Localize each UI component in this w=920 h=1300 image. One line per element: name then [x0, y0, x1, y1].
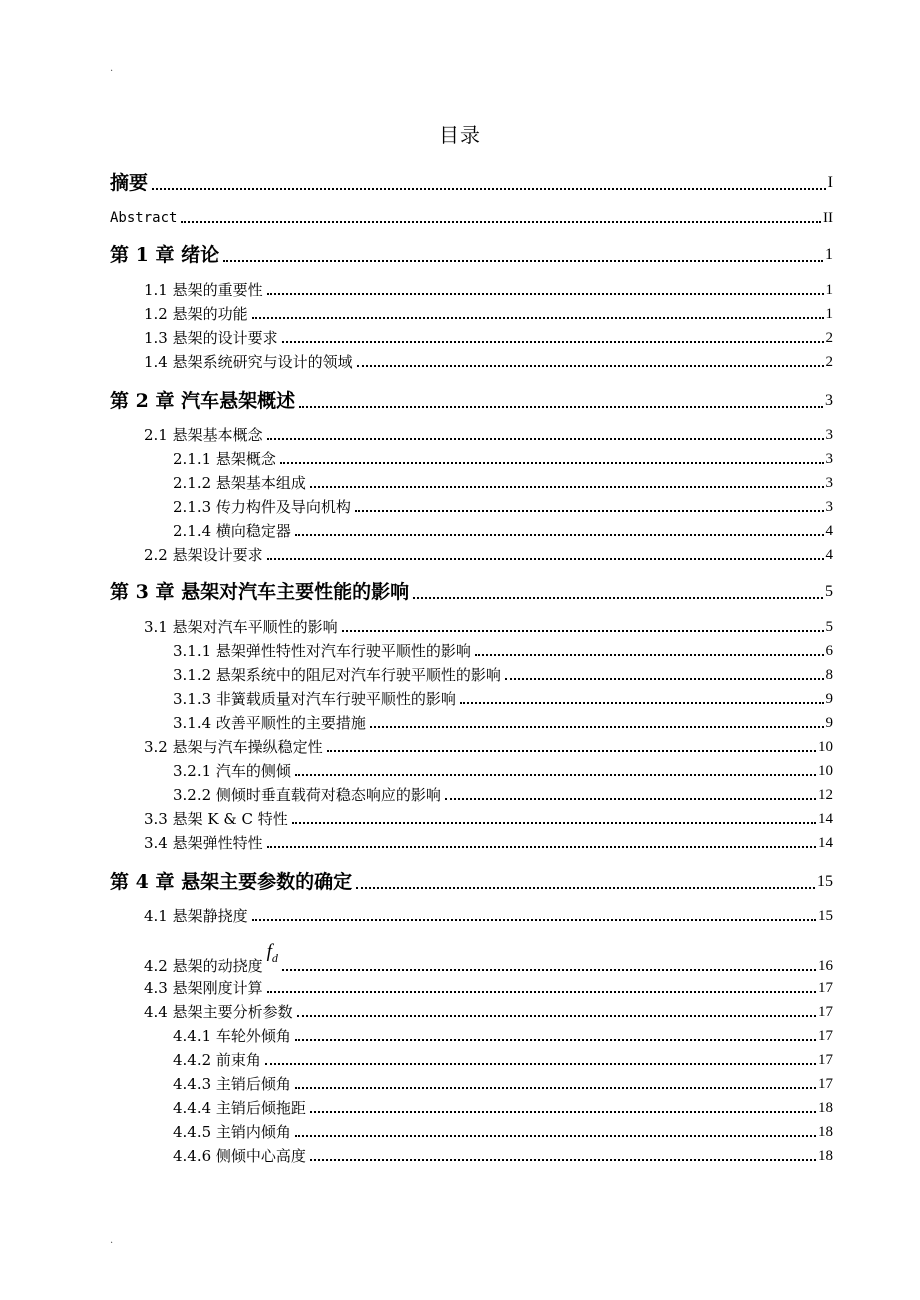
dot-leader — [267, 292, 824, 295]
toc-entry-1-3[interactable] — [144, 328, 833, 348]
toc-entry-label: Abstract — [110, 210, 178, 226]
toc-entry-2-1[interactable] — [144, 425, 833, 445]
toc-entry-chapter-4[interactable] — [110, 870, 833, 894]
toc-entry-page: 2 — [825, 330, 833, 346]
dot-leader — [310, 485, 824, 488]
toc-entry-page: 5 — [825, 583, 833, 600]
toc-entry-4-4-4[interactable] — [173, 1098, 833, 1118]
dot-leader — [152, 187, 826, 190]
toc-entry-page: 5 — [825, 619, 833, 635]
dot-leader — [282, 968, 816, 971]
toc-entry-3-1-3[interactable] — [173, 689, 833, 709]
toc-entry-label: 第 1 章 绪论 — [110, 244, 220, 266]
dot-leader — [413, 596, 823, 599]
toc-entry-label: 第 2 章 汽车悬架概述 — [110, 390, 296, 412]
toc-entry-1-2[interactable] — [144, 304, 833, 324]
dot-leader — [310, 1110, 816, 1113]
dot-leader — [297, 1014, 816, 1017]
dot-leader — [295, 773, 816, 776]
page-title: 目录 — [439, 123, 481, 147]
toc-entry-label: 2.1.2 悬架基本组成 — [173, 474, 306, 492]
dot-leader — [267, 437, 824, 440]
corner-mark-top: . — [110, 63, 114, 74]
toc-entry-label: 4.4 悬架主要分析参数 — [144, 1003, 293, 1021]
toc-entry-4-4-2[interactable] — [173, 1050, 833, 1070]
toc-entry-page: 17 — [818, 1052, 833, 1068]
toc-entry-label: 4.4.4 主销后倾拖距 — [173, 1099, 306, 1117]
toc-entry-label: 1.4 悬架系统研究与设计的领域 — [144, 353, 353, 371]
dot-leader — [252, 316, 824, 319]
dot-leader — [475, 653, 824, 656]
toc-entry-label: 4.2 悬架的动挠度 — [144, 956, 263, 975]
dot-leader — [299, 405, 823, 408]
toc-entry-1-4[interactable] — [144, 352, 833, 372]
toc-entry-label: 3.1.3 非簧载质量对汽车行驶平顺性的影响 — [173, 690, 456, 708]
toc-entry-page: 3 — [825, 427, 833, 443]
toc-entry-page: 6 — [825, 643, 833, 659]
toc-entry-page: 3 — [825, 392, 833, 409]
dot-leader — [252, 918, 816, 921]
toc-entry-4-4-6[interactable] — [173, 1146, 833, 1166]
toc-entry-label: 4.4.5 主销内倾角 — [173, 1123, 291, 1141]
toc-entry-page: 17 — [818, 980, 833, 996]
dot-leader — [370, 725, 824, 728]
toc-entry-page: 4 — [825, 523, 833, 539]
toc-entry-page: 10 — [818, 739, 833, 755]
toc-entry-3-1[interactable] — [144, 617, 833, 637]
toc-entry-3-3[interactable] — [144, 809, 833, 829]
toc-entry-chapter-2[interactable] — [110, 389, 833, 413]
dot-leader — [267, 990, 816, 993]
toc-entry-label: 1.1 悬架的重要性 — [144, 281, 263, 299]
toc-entry-2-1-2[interactable] — [173, 473, 833, 493]
toc-entry-chapter-1[interactable] — [110, 243, 833, 267]
toc-entry-label: 1.2 悬架的功能 — [144, 305, 248, 323]
toc-entry-label: 3.1.2 悬架系统中的阻尼对汽车行驶平顺性的影响 — [173, 666, 501, 684]
toc-entry-chapter-3[interactable] — [110, 580, 833, 604]
toc-entry-2-1-3[interactable] — [173, 497, 833, 517]
toc-entry-page: 3 — [825, 499, 833, 515]
toc-entry-4-2[interactable] — [144, 941, 833, 976]
dot-leader — [267, 845, 816, 848]
toc-entry-1-1[interactable] — [144, 280, 833, 300]
toc-entry-2-1-1[interactable] — [173, 449, 833, 469]
dot-leader — [280, 461, 824, 464]
toc-entry-label: 1.3 悬架的设计要求 — [144, 329, 278, 347]
dot-leader — [295, 1134, 816, 1137]
toc-entry-page: 1 — [825, 306, 833, 322]
toc-entry-label: 3.2.1 汽车的侧倾 — [173, 762, 291, 780]
dot-leader — [310, 1158, 816, 1161]
toc-entry-4-4[interactable] — [144, 1002, 833, 1022]
dot-leader — [356, 886, 815, 889]
toc-entry-page: 16 — [818, 957, 833, 974]
toc-entry-3-1-1[interactable] — [173, 641, 833, 661]
toc-entry-page: 14 — [818, 811, 833, 827]
toc-entry-page: 9 — [825, 715, 833, 731]
toc-entry-page: 8 — [825, 667, 833, 683]
toc-entry-page: 18 — [818, 1124, 833, 1140]
toc-entry-label: 2.1.3 传力构件及导向机构 — [173, 498, 351, 516]
dot-leader — [445, 797, 816, 800]
toc-entry-page: 2 — [825, 354, 833, 370]
dot-leader — [295, 1086, 816, 1089]
toc-entry-page: 17 — [818, 1076, 833, 1092]
toc-entry-page: 15 — [817, 873, 833, 890]
toc-entry-page: 18 — [818, 1100, 833, 1116]
dot-leader — [292, 821, 816, 824]
dot-leader — [342, 629, 824, 632]
dot-leader — [355, 509, 824, 512]
toc-entry-label: 2.1.1 悬架概念 — [173, 450, 276, 468]
toc-entry-label: 3.1.4 改善平顺性的主要措施 — [173, 714, 366, 732]
toc-entry-page: 10 — [818, 763, 833, 779]
dot-leader — [460, 701, 824, 704]
dot-leader — [282, 340, 824, 343]
toc-entry-3-2-2[interactable] — [173, 785, 833, 805]
toc-entry-page: 9 — [825, 691, 833, 707]
toc-entry-page: 3 — [825, 451, 833, 467]
dot-leader — [357, 364, 824, 367]
toc-entry-4-1[interactable] — [144, 906, 833, 926]
toc-entry-label: 2.1 悬架基本概念 — [144, 426, 263, 444]
toc-entry-3-2-1[interactable] — [173, 761, 833, 781]
toc-entry-3-4[interactable] — [144, 833, 833, 853]
toc-entry-4-3[interactable] — [144, 978, 833, 998]
dynamic-deflection-symbol: $f_d$ — [266, 941, 278, 965]
toc-entry-abstract-cn[interactable] — [110, 171, 833, 195]
toc-entry-abstract-en[interactable] — [110, 208, 833, 228]
toc-entry-page: 1 — [825, 282, 833, 298]
toc-entry-2-2[interactable] — [144, 545, 833, 565]
toc-entry-page: 17 — [818, 1028, 833, 1044]
toc-entry-label: 4.4.6 侧倾中心高度 — [173, 1147, 306, 1165]
toc-entry-label: 2.1.4 横向稳定器 — [173, 522, 291, 540]
toc-entry-page: 12 — [818, 787, 833, 803]
dot-leader — [295, 533, 824, 536]
dot-leader — [505, 677, 824, 680]
toc-entry-label: 4.4.1 车轮外倾角 — [173, 1027, 291, 1045]
toc-entry-page: 15 — [818, 908, 833, 924]
toc-entry-3-1-4[interactable] — [173, 713, 833, 733]
toc-entry-page: 17 — [818, 1004, 833, 1020]
toc-entry-label: 摘要 — [110, 172, 149, 194]
dot-leader — [265, 1062, 816, 1065]
toc-entry-label: 2.2 悬架设计要求 — [144, 546, 263, 564]
toc-entry-label: 3.2 悬架与汽车操纵稳定性 — [144, 738, 323, 756]
dot-leader — [181, 220, 821, 223]
toc-entry-label: 4.4.2 前束角 — [173, 1051, 261, 1069]
toc-entry-label: 3.1 悬架对汽车平顺性的影响 — [144, 618, 338, 636]
toc-entry-label: 4.1 悬架静挠度 — [144, 907, 248, 925]
dot-leader — [327, 749, 816, 752]
toc-entry-4-4-1[interactable] — [173, 1026, 833, 1046]
toc-entry-label: 3.1.1 悬架弹性特性对汽车行驶平顺性的影响 — [173, 642, 471, 660]
toc-entry-label: 第 3 章 悬架对汽车主要性能的影响 — [110, 581, 410, 603]
toc-entry-page: 18 — [818, 1148, 833, 1164]
toc-entry-page: II — [823, 210, 833, 226]
toc-entry-label: 第 4 章 悬架主要参数的确定 — [110, 871, 353, 893]
toc-entry-3-2[interactable] — [144, 737, 833, 757]
dot-leader — [295, 1038, 816, 1041]
toc-entry-page: I — [827, 174, 833, 191]
toc-entry-2-1-4[interactable] — [173, 521, 833, 541]
toc-entry-label: 3.4 悬架弹性特性 — [144, 834, 263, 852]
toc-entry-page: 3 — [825, 475, 833, 491]
toc-entry-label: 3.2.2 侧倾时垂直载荷对稳态响应的影响 — [173, 786, 441, 804]
toc-entry-page: 1 — [825, 246, 833, 263]
corner-mark-bottom: . — [110, 1235, 114, 1246]
toc-entry-label: 4.3 悬架刚度计算 — [144, 979, 263, 997]
toc-entry-4-4-3[interactable] — [173, 1074, 833, 1094]
dot-leader — [267, 557, 824, 560]
toc-entry-label: 3.3 悬架 K & C 特性 — [144, 810, 288, 828]
toc-entry-label: 4.4.3 主销后倾角 — [173, 1075, 291, 1093]
toc-entry-3-1-2[interactable] — [173, 665, 833, 685]
toc-entry-page: 4 — [825, 547, 833, 563]
toc-entry-4-4-5[interactable] — [173, 1122, 833, 1142]
toc-entry-page: 14 — [818, 835, 833, 851]
dot-leader — [223, 259, 823, 262]
